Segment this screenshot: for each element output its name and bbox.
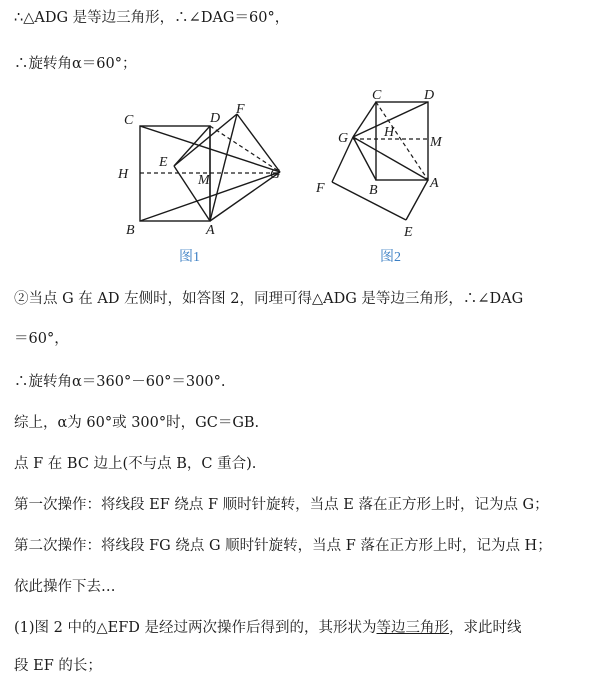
text-line-1: ∴△ADG 是等边三角形，∴∠DAG＝60°，	[14, 10, 290, 26]
text-line-6: 综上，α为 60°或 300°时，GC＝GB.	[14, 415, 260, 431]
fig1-label-F: F	[236, 102, 245, 117]
fig1-label-H: H	[118, 167, 129, 182]
fig1-label-A: A	[206, 223, 215, 238]
fig1-label-M: M	[198, 173, 210, 188]
text-line-4: ＝60°，	[14, 331, 69, 347]
fig1-dash-DG	[210, 126, 280, 172]
fig1-label-B: B	[126, 223, 135, 238]
fig1-line-FG	[237, 114, 280, 172]
fig1-label-G: G	[270, 167, 281, 182]
fig2-label-F: F	[316, 181, 325, 196]
answer-underlined: 等边三角形	[376, 620, 450, 636]
text-line-11	[14, 616, 522, 637]
text-line-11-pre: (1)图 2 中的△EFD 是经过两次操作后得到的，其形状为	[14, 620, 377, 636]
fig2-caption: 图2	[380, 250, 401, 265]
fig2-line-EA	[406, 180, 428, 220]
fig1-label-E: E	[159, 155, 168, 170]
figure-1	[112, 96, 302, 268]
fig2-label-A: A	[430, 176, 439, 191]
fig2-label-G: G	[338, 131, 349, 146]
fig1-label-D: D	[210, 111, 221, 126]
fig2-label-M: M	[430, 135, 442, 150]
fig2-label-C: C	[372, 88, 382, 103]
fig1-label-C: C	[124, 113, 134, 128]
text-line-12: 段 EF 的长；	[14, 658, 102, 674]
fig2-label-H: H	[384, 125, 395, 140]
fig2-label-E: E	[404, 225, 413, 240]
fig1-caption: 图1	[179, 250, 200, 265]
text-line-8: 第一次操作：将线段 EF 绕点 F 顺时针旋转，当点 E 落在正方形上时，记为点 G；	[14, 497, 549, 513]
text-line-5: ∴旋转角α＝360°－60°＝300°.	[14, 374, 226, 390]
text-line-9: 第二次操作：将线段 FG 绕点 G 顺时针旋转，当点 F 落在正方形上时，记为点 H；	[14, 538, 552, 554]
fig2-label-D: D	[424, 88, 435, 103]
text-line-11-post: ，求此时线	[449, 620, 522, 636]
fig2-label-B: B	[369, 183, 378, 198]
fig1-line-ED	[174, 126, 210, 166]
figure-2	[308, 84, 458, 268]
text-line-10: 依此操作下去…	[14, 579, 116, 595]
text-line-2: ∴旋转角α＝60°；	[14, 56, 137, 72]
text-line-3: ②当点 G 在 AD 左侧时，如答图 2，同理可得△ADG 是等边三角形，∴∠DAG	[14, 291, 524, 307]
text-line-7: 点 F 在 BC 边上(不与点 B，C 重合).	[14, 456, 257, 472]
